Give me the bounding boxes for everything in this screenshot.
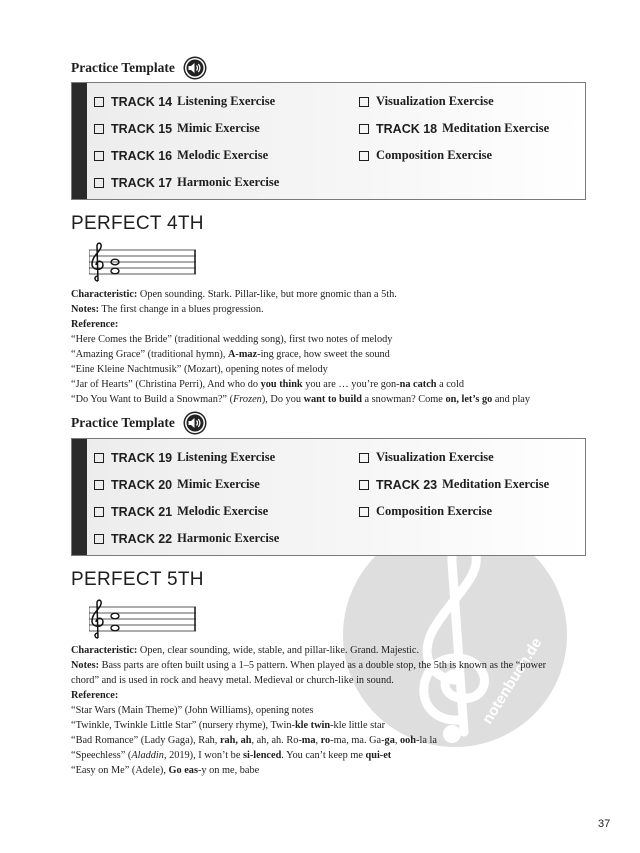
checkbox-icon[interactable] (359, 480, 369, 490)
reference-item: “Speechless” (Aladdin, 2019), I won’t be si-lenced. You can’t keep me qui-et (71, 750, 392, 761)
practice-template-label: Practice Template (71, 415, 175, 430)
reference-item: “Eine Kleine Nachtmusik” (Mozart), opening notes of melody (71, 364, 328, 375)
checkbox-icon[interactable] (94, 124, 104, 134)
checklist-item[interactable]: TRACK 15 Mimic Exercise (94, 121, 260, 136)
box-side-bar (72, 83, 87, 199)
checkbox-icon[interactable] (94, 178, 104, 188)
reference-item: “Do You Want to Build a Snowman?” (Frozen), Do you want to build a snowman? Come on, let’s go and play (71, 394, 531, 405)
checkbox-icon[interactable] (94, 480, 104, 490)
practice-template-box-2 (71, 438, 586, 556)
checkbox-icon[interactable] (359, 151, 369, 161)
speaker-icon[interactable] (183, 411, 207, 435)
reference-label: Reference: (71, 690, 119, 701)
characteristic-line: Characteristic: Open, clear sounding, wide, stable, and pillar-like. Grand. Majestic. (71, 645, 420, 656)
checklist-item[interactable]: TRACK 18 Meditation Exercise (359, 121, 549, 136)
music-staff-perfect-5th (89, 599, 197, 639)
checklist-item[interactable]: TRACK 19 Listening Exercise (94, 450, 275, 465)
reference-item: “Twinkle, Twinkle Little Star” (nursery rhyme), Twin-kle twin-kle little star (71, 720, 386, 731)
reference-item: “Bad Romance” (Lady Gaga), Rah, rah, ah, ah, ah. Ro-ma, ro-ma, ma. Ga-ga, ooh-la la (71, 735, 437, 746)
practice-template-heading-2 (71, 411, 207, 435)
checklist-item[interactable]: Visualization Exercise (359, 94, 494, 109)
checkbox-icon[interactable] (359, 453, 369, 463)
checkbox-icon[interactable] (94, 507, 104, 517)
checklist-item[interactable]: Composition Exercise (359, 148, 492, 163)
practice-template-label: Practice Template (71, 60, 175, 75)
music-staff-perfect-4th (89, 242, 197, 282)
practice-template-heading-1 (71, 56, 207, 80)
checkbox-icon[interactable] (94, 534, 104, 544)
checklist-item[interactable]: TRACK 22 Harmonic Exercise (94, 531, 279, 546)
section-heading-perfect-5th: PERFECT 5TH (71, 569, 204, 590)
checklist-item[interactable]: TRACK 17 Harmonic Exercise (94, 175, 279, 190)
checklist-item[interactable]: TRACK 20 Mimic Exercise (94, 477, 260, 492)
page-number: 37 (598, 818, 611, 830)
notes-line: Notes: The first change in a blues progression. (71, 304, 264, 315)
checkbox-icon[interactable] (94, 151, 104, 161)
reference-item: “Jar of Hearts” (Christina Perri), And who do you think you are … you’re gon-na catch a cold (71, 379, 464, 390)
characteristic-line: Characteristic: Open sounding. Stark. Pillar-like, but more gnomic than a 5th. (71, 289, 397, 300)
reference-item: “Amazing Grace” (traditional hymn), A-maz-ing grace, how sweet the sound (71, 349, 390, 360)
checklist-item[interactable]: Visualization Exercise (359, 450, 494, 465)
checkbox-icon[interactable] (94, 453, 104, 463)
section-heading-perfect-4th: PERFECT 4TH (71, 213, 204, 234)
checkbox-icon[interactable] (359, 97, 369, 107)
notes-line-continued: chord” and is used in rock and heavy metal. Medieval or church-like in sound. (71, 675, 394, 686)
speaker-icon[interactable] (183, 56, 207, 80)
reference-item: “Easy on Me” (Adele), Go eas-y on me, babe (71, 765, 260, 776)
reference-item: “Here Comes the Bride” (traditional wedding song), first two notes of melody (71, 334, 393, 345)
checklist-item[interactable]: Composition Exercise (359, 504, 492, 519)
checkbox-icon[interactable] (94, 97, 104, 107)
reference-label: Reference: (71, 319, 119, 330)
reference-item: “Star Wars (Main Theme)” (John Williams), opening notes (71, 705, 314, 716)
checkbox-icon[interactable] (359, 507, 369, 517)
box-side-bar (72, 439, 87, 555)
watermark-text: notenbuch.de (478, 634, 546, 728)
checklist-item[interactable]: TRACK 14 Listening Exercise (94, 94, 275, 109)
checkbox-icon[interactable] (359, 124, 369, 134)
checklist-item[interactable]: TRACK 21 Melodic Exercise (94, 504, 268, 519)
checklist-item[interactable]: TRACK 23 Meditation Exercise (359, 477, 549, 492)
practice-template-box-1 (71, 82, 586, 200)
checklist-item[interactable]: TRACK 16 Melodic Exercise (94, 148, 268, 163)
notes-line: Notes: Bass parts are often built using a 1–5 pattern. When played as a double stop, the 5th is known as the “power (71, 660, 547, 671)
